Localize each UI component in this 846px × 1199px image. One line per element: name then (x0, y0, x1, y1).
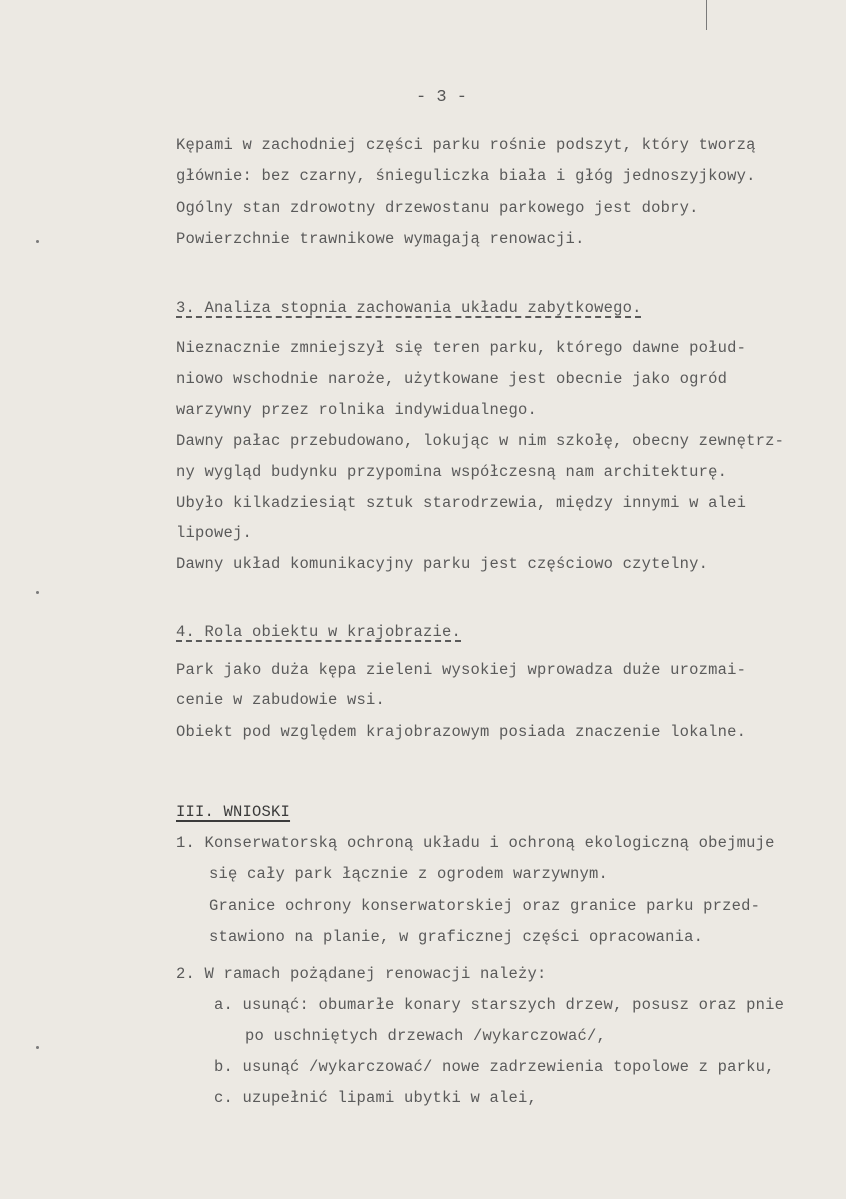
chapter-heading: III. WNIOSKI (176, 803, 291, 821)
text-line: Ogólny stan zdrowotny drzewostanu parkowego jest dobry. (176, 199, 699, 217)
list-item: 2. W ramach pożądanej renowacji należy: (176, 965, 547, 983)
text-line: Park jako duża kępa zieleni wysokiej wprowadza duże urozmai- (176, 661, 747, 679)
sub-list-item: a. usunąć: obumarłe konary starszych drzew, posusz oraz pnie (214, 996, 785, 1014)
text-line: głównie: bez czarny, śnieguliczka biała i głóg jednoszyjkowy. (176, 167, 756, 185)
text-line: Dawny układ komunikacyjny parku jest częściowo czytelny. (176, 555, 709, 573)
text-line: cenie w zabudowie wsi. (176, 691, 386, 709)
page-number: - 3 - (416, 88, 468, 107)
text-line: Dawny pałac przebudowano, lokując w nim szkołę, obecny zewnętrz- (176, 432, 785, 450)
text-line: Obiekt pod względem krajobrazowym posiada znaczenie lokalne. (176, 723, 747, 741)
text-line: niowo wschodnie naroże, użytkowane jest obecnie jako ogród (176, 370, 728, 388)
text-line: Ubyło kilkadziesiąt sztuk starodrzewia, między innymi w alei (176, 494, 747, 512)
scan-mark-top (706, 0, 707, 30)
text-line: Nieznacznie zmniejszył się teren parku, którego dawne połud- (176, 339, 747, 357)
section-heading: 3. Analiza stopnia zachowania układu zabytkowego. (176, 299, 642, 317)
scan-mark-left-1 (36, 240, 39, 243)
text-line: warzywny przez rolnika indywidualnego. (176, 401, 538, 419)
sub-list-item: b. usunąć /wykarczować/ nowe zadrzewienia topolowe z parku, (214, 1058, 775, 1076)
scan-mark-left-3 (36, 1046, 39, 1049)
text-line: Kępami w zachodniej części parku rośnie podszyt, który tworzą (176, 136, 756, 154)
text-line: lipowej. (176, 524, 253, 542)
list-item-continuation: Granice ochrony konserwatorskiej oraz granice parku przed- (209, 897, 761, 915)
section-heading: 4. Rola obiektu w krajobrazie. (176, 623, 462, 641)
list-item-continuation: stawiono na planie, w graficznej części opracowania. (209, 928, 704, 946)
list-item: 1. Konserwatorską ochroną układu i ochroną ekologiczną obejmuje (176, 834, 775, 852)
scan-mark-left-2 (36, 591, 39, 594)
list-item-continuation: się cały park łącznie z ogrodem warzywnym. (209, 865, 609, 883)
sub-list-item-continuation: po uschniętych drzewach /wykarczować/, (245, 1027, 607, 1045)
sub-list-item: c. uzupełnić lipami ubytki w alei, (214, 1089, 538, 1107)
text-line: Powierzchnie trawnikowe wymagają renowacji. (176, 230, 585, 248)
text-line: ny wygląd budynku przypomina współczesną nam architekturę. (176, 463, 728, 481)
